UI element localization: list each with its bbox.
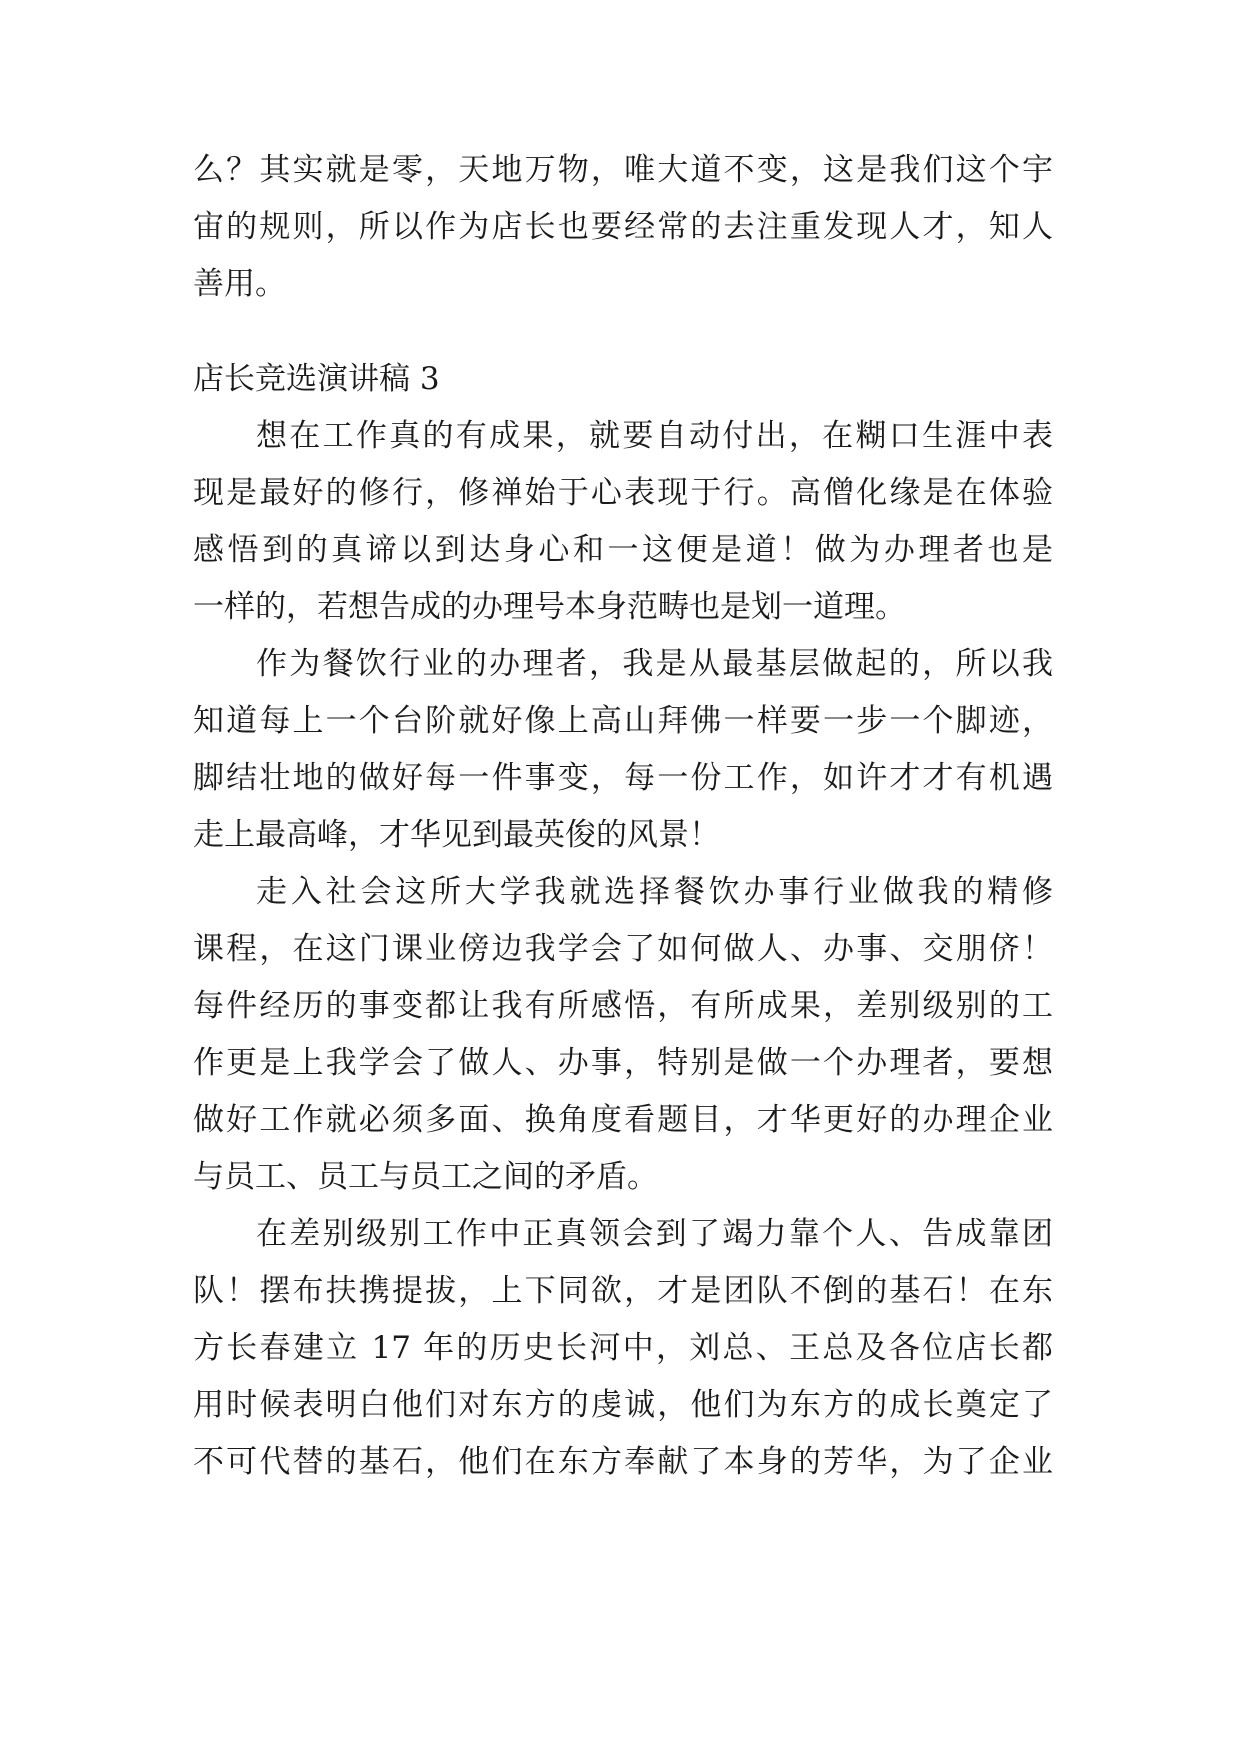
- paragraph-1-line-3: 感悟到的真谛以到达身心和一这便是道！做为办理者也是: [193, 532, 1053, 568]
- paragraph-3-line-4: 作更是上我学会了做人、办事，特别是做一个办理者，要想: [193, 1045, 1053, 1081]
- paragraph-2-line-3: 脚结壮地的做好每一件事变，每一份工作，如许才才有机遇: [193, 760, 1053, 796]
- paragraph-4-line-4: 用时候表明白他们对东方的虔诚，他们为东方的成长奠定了: [193, 1387, 1053, 1423]
- paragraph-2-line-2: 知道每上一个台阶就好像上高山拜佛一样要一步一个脚迹，: [193, 703, 1053, 739]
- paragraph-1-line-1: 想在工作真的有成果，就要自动付出，在糊口生涯中表: [256, 418, 1053, 454]
- paragraph-3-line-2: 课程，在这门课业傍边我学会了如何做人、办事、交朋侪！: [193, 931, 1053, 967]
- paragraph-2-line-4: 走上最高峰，才华见到最英俊的风景！: [193, 817, 720, 853]
- paragraph-4-line-5: 不可代替的基石，他们在东方奉献了本身的芳华，为了企业: [193, 1444, 1053, 1480]
- paragraph-1-line-4: 一样的，若想告成的办理号本身范畴也是划一道理。: [193, 589, 906, 625]
- paragraph-3-line-6: 与员工、员工与员工之间的矛盾。: [193, 1159, 658, 1195]
- paragraph-3-line-3: 每件经历的事变都让我有所感悟，有所成果，差别级别的工: [193, 988, 1053, 1024]
- paragraph-3-line-5: 做好工作就必须多面、换角度看题目，才华更好的办理企业: [193, 1102, 1053, 1138]
- paragraph-1-line-2: 现是最好的修行，修禅始于心表现于行。高僧化缘是在体验: [193, 475, 1053, 511]
- intro-line-3: 善用。: [193, 266, 286, 302]
- paragraph-4-line-2: 队！摆布扶携提拔，上下同欲，才是团队不倒的基石！在东: [193, 1273, 1053, 1309]
- paragraph-2-line-1: 作为餐饮行业的办理者，我是从最基层做起的，所以我: [256, 646, 1053, 682]
- paragraph-4-line-1: 在差别级别工作中正真领会到了竭力靠个人、告成靠团: [256, 1216, 1053, 1252]
- intro-line-2: 宙的规则，所以作为店长也要经常的去注重发现人才，知人: [193, 209, 1053, 245]
- paragraph-4-line-3: 方长春建立 17 年的历史长河中，刘总、王总及各位店长都: [193, 1330, 1053, 1366]
- paragraph-3-line-1: 走入社会这所大学我就选择餐饮办事行业做我的精修: [256, 874, 1053, 910]
- intro-line-1: 么？其实就是零，天地万物，唯大道不变，这是我们这个宇: [193, 152, 1053, 188]
- section-title: 店长竞选演讲稿 3: [193, 361, 440, 397]
